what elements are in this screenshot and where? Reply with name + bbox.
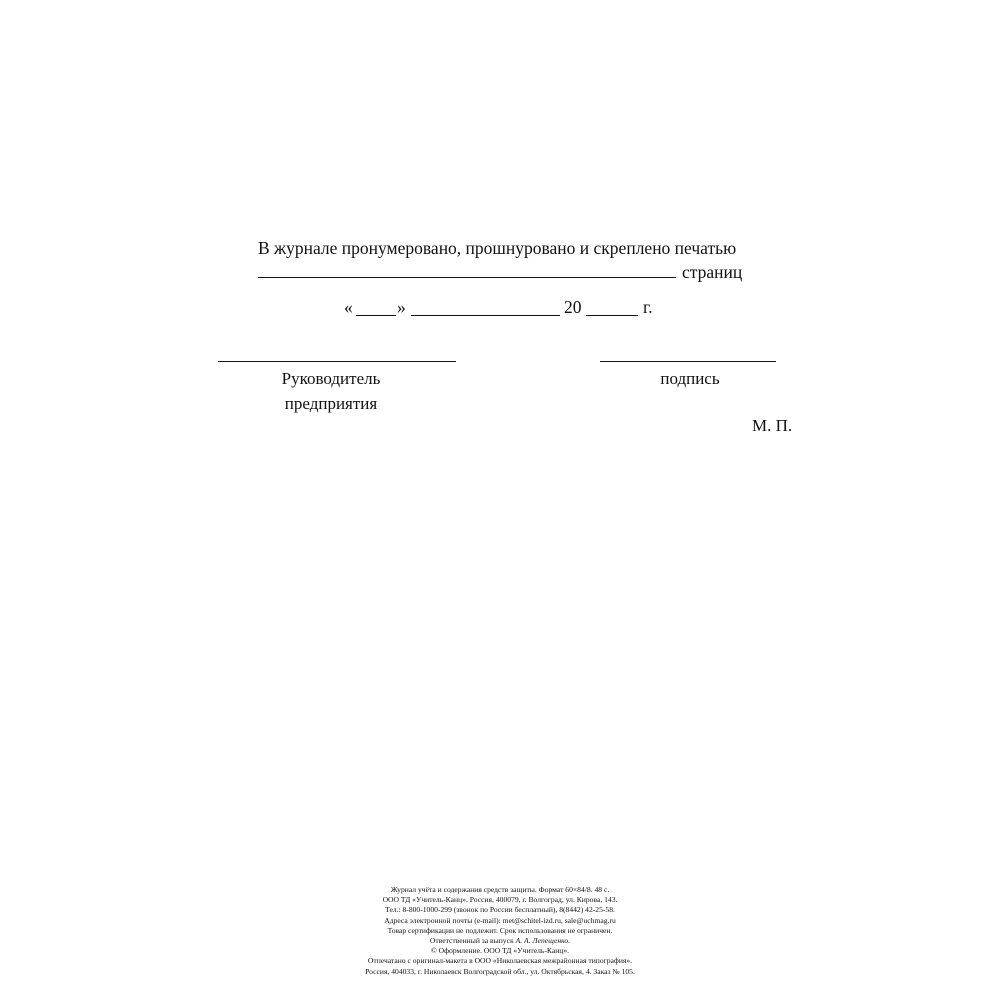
imprint-block [0,885,1000,977]
imprint-line: Товар сертификации не подлежит. Срок использования не ограничен. [387,925,613,935]
imprint-line: Журнал учёта и содержания средств защиты. Формат 60×84/8. 48 с. [390,885,610,894]
date-year-suffix: г. [643,297,653,317]
pages-word: страниц [682,262,743,282]
signature-line [600,361,776,362]
date-open-quote: « [344,297,353,317]
imprint-line: Адреса электронной почты (e-mail): met@schitel-izd.ru, sale@uchmag.ru [384,915,616,925]
imprint-line: Отпечатано с оригинал-макета в ООО «Николаевская межрайонная типография». [367,956,633,966]
date-century: 20 [564,297,582,317]
stamp-label: М. П. [752,416,793,435]
head-signature-line [218,361,456,362]
date-day-blank [356,315,396,316]
imprint-line: ООО ТД «Учитель-Канц». Россия, 400079, г. Волгоград, ул. Кирова, 143. [382,895,618,905]
imprint-responsible-name: А. А. Лепещенко. [515,936,571,946]
date-month-blank [411,315,560,316]
imprint-line: Тел.: 8-800-1000-299 (звонок по России бесплатный), 8(8442) 42-25-58. [385,905,615,915]
imprint-responsible [0,936,1000,946]
imprint-responsible-label: Ответственный за выпуск [429,936,514,946]
date-year-blank [586,315,638,316]
pages-count-blank [258,277,676,278]
head-label-line1: Руководитель [281,369,381,388]
certification-statement: В журнале пронумеровано, прошнуровано и скреплено печатью [258,238,737,258]
date-close-quote: » [397,297,406,317]
head-label-line2: предприятия [284,394,378,413]
imprint-line: Россия, 404033, г. Николаевск Волгоградской обл., ул. Октябрьская, 4. Заказ № 105. [365,966,635,976]
imprint-line: © Оформление. ООО ТД «Учитель-Канц». [430,946,570,956]
signature-label: подпись [660,369,720,388]
